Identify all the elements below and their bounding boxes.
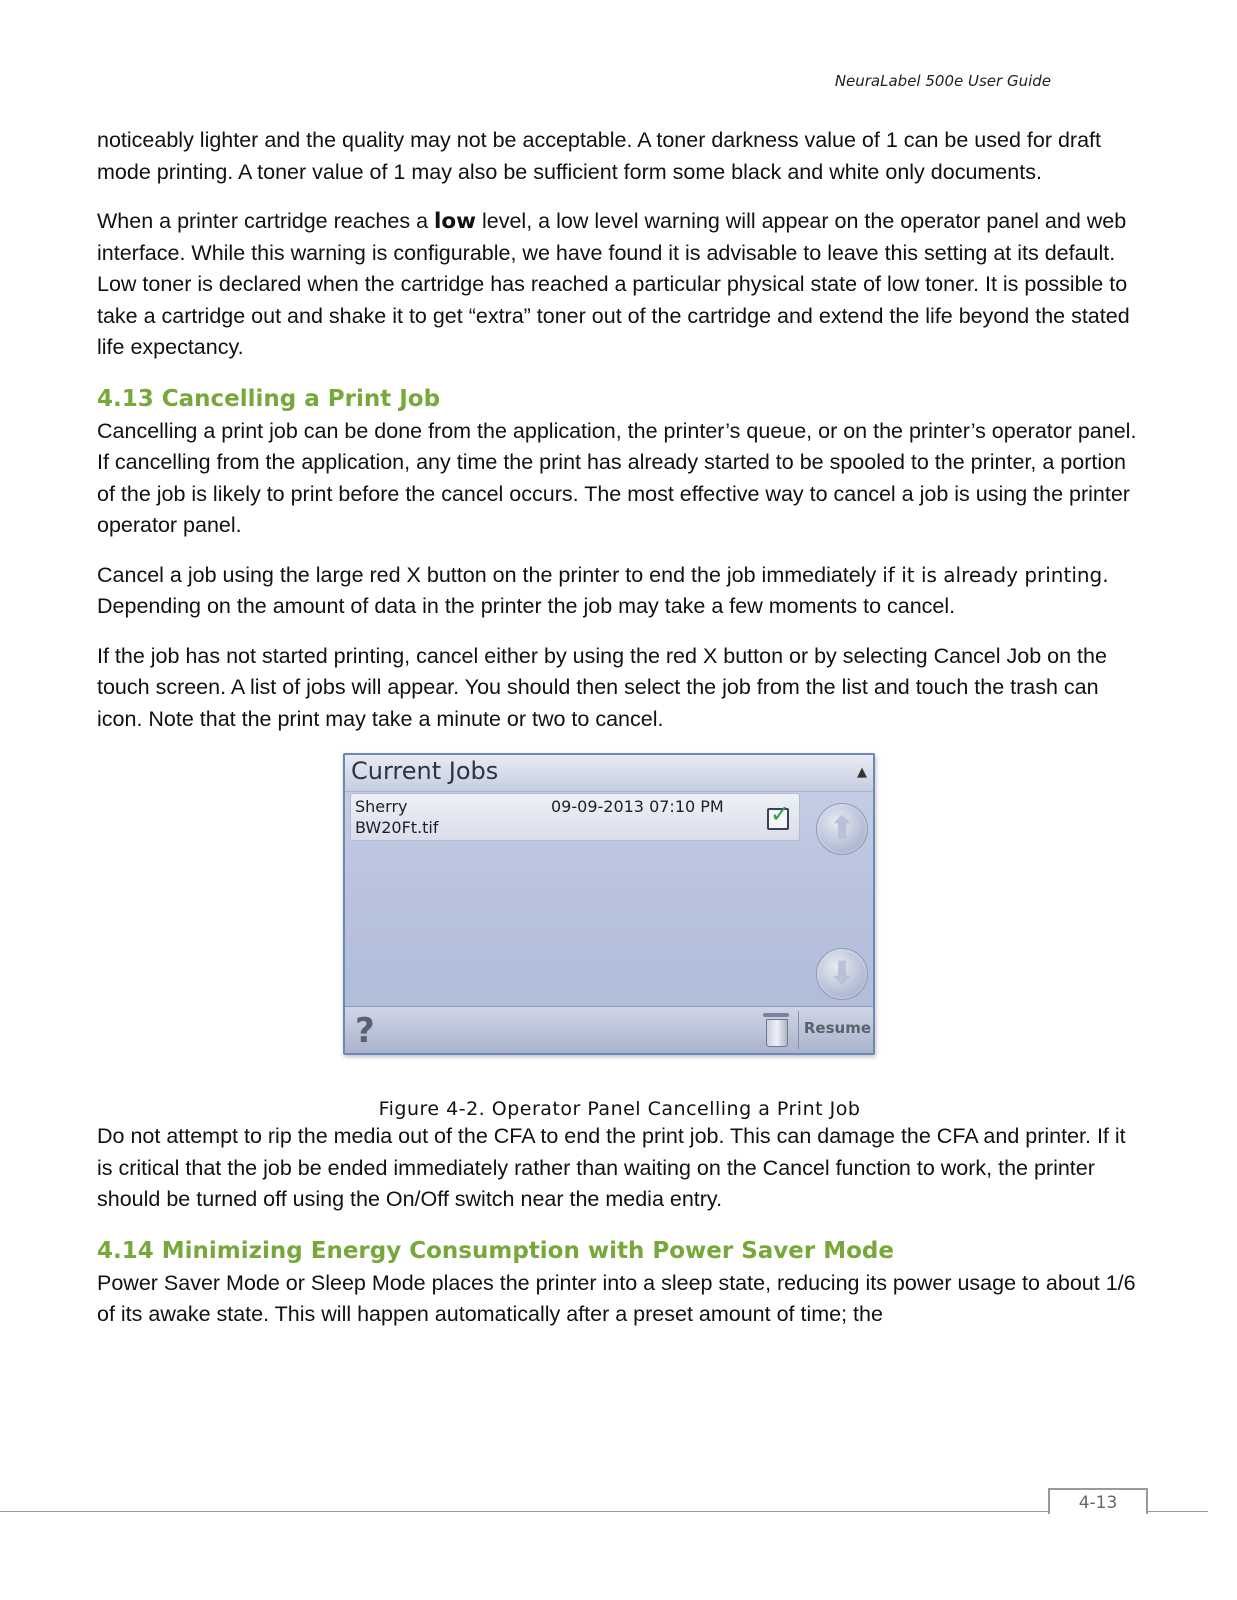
page-number: 4-13: [1078, 1493, 1118, 1513]
paragraph-power-saver: Power Saver Mode or Sleep Mode places the printer into a sleep state, reducing its power usage to about 1/6 of its awake state. This will happen automatically after a preset amount of time; the: [97, 1270, 1136, 1326]
help-icon[interactable]: ?: [355, 1011, 375, 1051]
figure-caption: Figure 4-2. Operator Panel Cancelling a Print Job: [378, 1098, 861, 1120]
page-content: [97, 125, 1142, 1349]
running-header: NeuraLabel 500e User Guide: [834, 72, 1051, 90]
paragraph-cancel-touch-screen: If the job has not started printing, cancel either by using the red X button or by selecting Cancel Job on the touch screen. A list of jobs will appear. You should then select the job from the list and touch the trash can icon. Note that the print may take a minute or two to cancel.: [97, 643, 1107, 731]
panel-title-bar: [345, 755, 873, 792]
bottom-bar-divider: [798, 1011, 799, 1049]
checkmark-icon: ✓: [770, 800, 791, 828]
paragraph-cancel-red-x: [97, 560, 1142, 623]
section-heading-4-14: 4.14 Minimizing Energy Consumption with Power Saver Mode: [97, 1237, 894, 1264]
operator-panel-screenshot: [343, 753, 875, 1055]
paragraph-low-toner-bold: low: [434, 209, 477, 234]
footer-rule-right: [1146, 1511, 1208, 1512]
checkbox-icon[interactable]: [767, 800, 791, 830]
footer-rule-left: [0, 1511, 1048, 1512]
paragraph-low-toner-part2: level, a low level warning will appear on the operator panel and web interface. While this warning is configurable, we have found it is advisable to leave this setting at its default. Low toner is declared when the cartridge has reached a particular physical state of low toner. It is possible to take a cartridge out and shake it to get “extra” toner out of the cartridge and extend the life beyond the stated life expectancy.: [97, 209, 1130, 359]
paragraph-cancel-red-x-part1: Cancel a job using the large red X button on the printer to end the job immediately: [97, 562, 883, 587]
scroll-up-arrow-icon[interactable]: ▲: [857, 765, 867, 780]
section-heading-4-13: 4.13 Cancelling a Print Job: [97, 385, 441, 412]
paragraph-cancel-red-x-alt: if it is already printing.: [882, 562, 1109, 587]
paragraph-cancel-red-x-part2: Depending on the amount of data in the printer the job may take a few moments to cancel.: [97, 594, 956, 618]
panel-title: Current Jobs: [351, 757, 499, 785]
paragraph-cancelling-intro: Cancelling a print job can be done from the application, the printer’s queue, or on the printer’s operator panel. If cancelling from the application, any time the print has already started to be spooled to the printer, a portion of the job is likely to print before the cancel occurs. The most effective way to cancel a job is using the printer operator panel.: [97, 418, 1137, 537]
paragraph-do-not-rip-media: Do not attempt to rip the media out of the CFA to end the print job. This can damage the CFA and printer. If it is critical that the job be ended immediately rather than waiting on the Cancel function to work, the printer should be turned off using the On/Off switch near the media entry.: [97, 1124, 1126, 1211]
figure-operator-panel: [97, 753, 1142, 1120]
paragraph-low-toner: [97, 206, 1142, 364]
arrow-down-circle-icon[interactable]: ⬇: [816, 948, 868, 1000]
job-owner: Sherry: [355, 797, 408, 816]
page-number-box: [1048, 1488, 1148, 1514]
paragraph-low-toner-part1: When a printer cartridge reaches a: [97, 209, 434, 233]
trash-can-icon[interactable]: [765, 1013, 787, 1045]
paragraph-toner-darkness: noticeably lighter and the quality may not be acceptable. A toner darkness value of 1 can be used for draft mode printing. A toner value of 1 may also be sufficient form some black and white only documents.: [97, 128, 1101, 184]
panel-bottom-bar: [345, 1006, 873, 1053]
arrow-up-circle-icon[interactable]: ⬆: [816, 803, 868, 855]
job-datetime: 09-09-2013 07:10 PM: [551, 797, 724, 816]
job-filename: BW20Ft.tif: [355, 818, 439, 837]
resume-button[interactable]: Resume: [803, 1019, 871, 1037]
job-list-item[interactable]: [350, 793, 800, 841]
